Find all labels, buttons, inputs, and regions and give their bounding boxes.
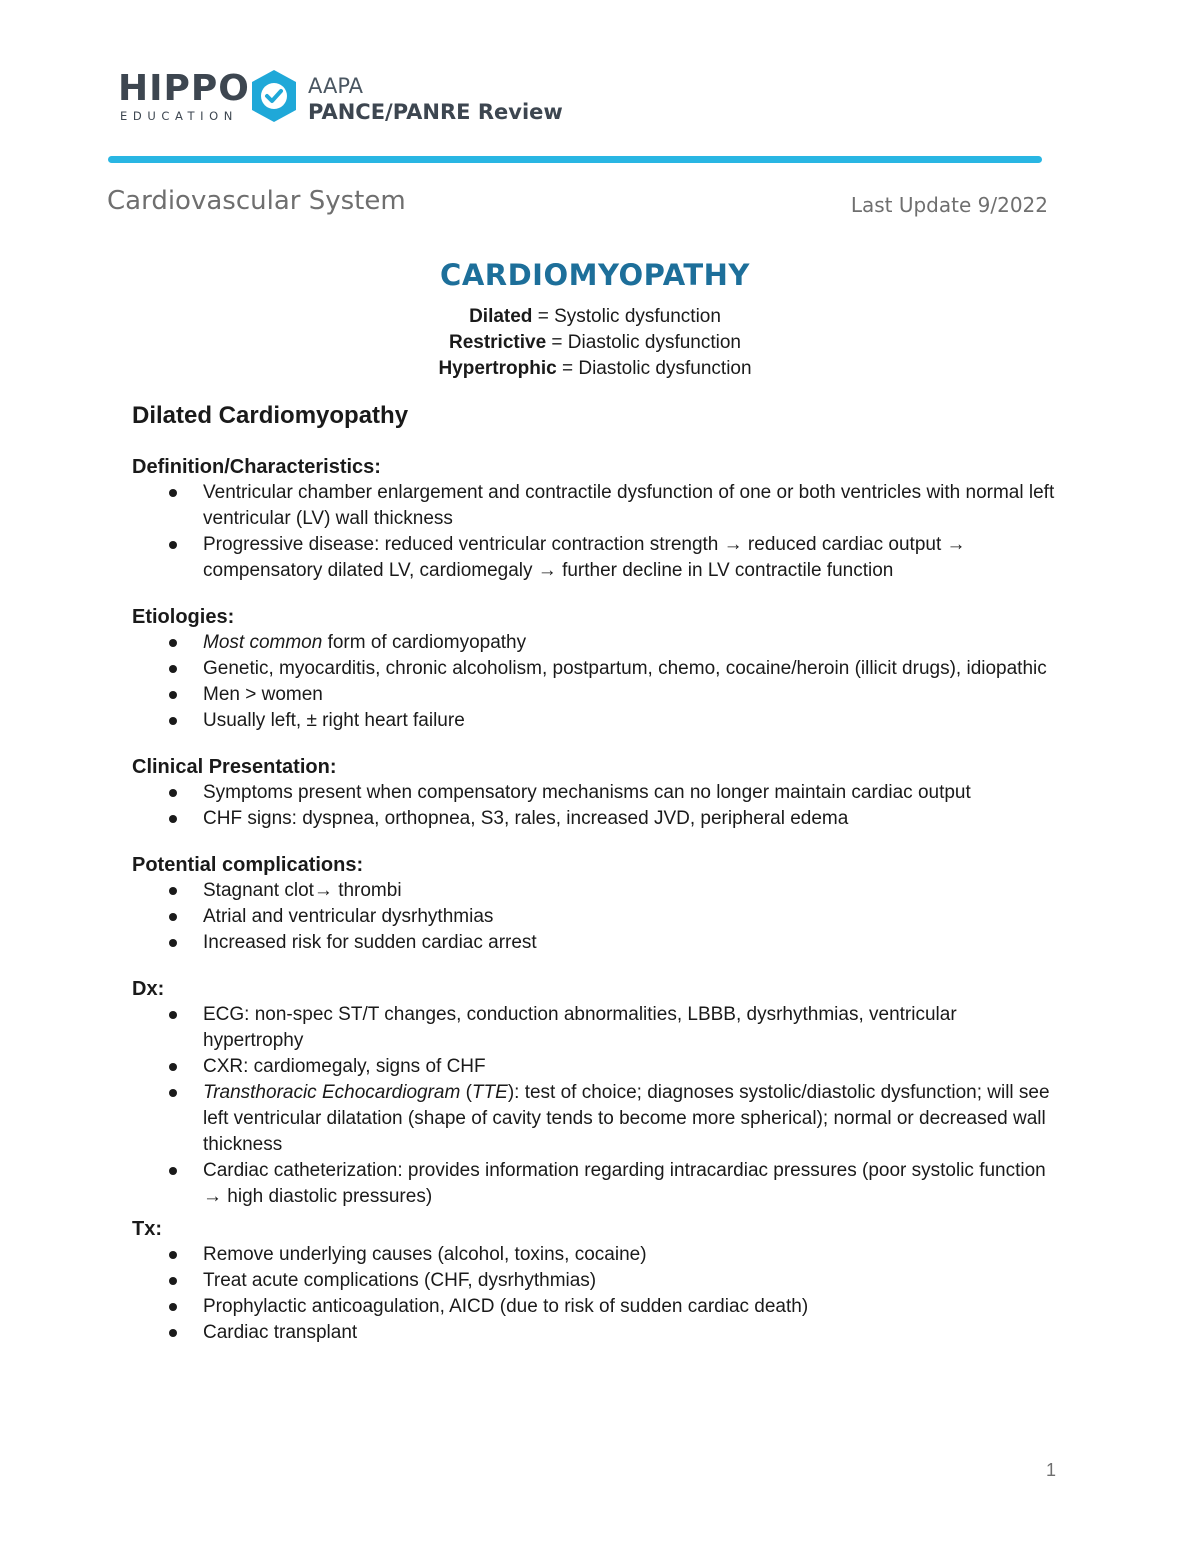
list-item-text: ): test of choice; diagnoses systolic/diastolic dysfunction; will see left ventricular dilatation (shape of cavity tends to become more spherical); normal or decreased wall thickness [203, 1082, 1050, 1155]
list-item-text: Usually left, ± right heart failure [203, 710, 465, 731]
list-item-text: ( [460, 1082, 472, 1103]
list-item-text: Men > women [203, 684, 323, 705]
bullet-icon [169, 639, 177, 647]
list-item [132, 878, 1062, 904]
type-name: Restrictive [448, 332, 547, 353]
list-item [132, 1294, 1062, 1320]
list-item [132, 656, 1062, 682]
list-item [132, 1080, 1062, 1158]
document-body [132, 454, 1062, 1346]
complications-list [132, 878, 1062, 956]
emphasis-text: Most common [203, 632, 323, 653]
bullet-icon [169, 1277, 177, 1285]
list-item-text: Remove underlying causes (alcohol, toxins, cocaine) [203, 1244, 647, 1265]
list-item-text: Progressive disease: reduced ventricular contraction strength → reduced cardiac output → compensatory dilated LV, cardiomegaly → further decline in LV contractile function [203, 534, 966, 581]
list-item-text: Symptoms present when compensatory mechanisms can no longer maintain cardiac output [203, 782, 971, 803]
list-item [132, 1158, 1062, 1210]
type-name: Dilated [469, 306, 533, 327]
logo-review-text: PANCE/PANRE Review [308, 100, 563, 124]
list-item [132, 1268, 1062, 1294]
list-item [132, 780, 1062, 806]
type-line [0, 304, 1190, 330]
emphasis-text: Transthoracic Echocardiogram [203, 1082, 461, 1103]
bullet-icon [169, 541, 177, 549]
list-item-text: Cardiac transplant [203, 1322, 358, 1343]
bullet-icon [169, 489, 177, 497]
list-item [132, 1002, 1062, 1054]
cardiomyopathy-types [0, 304, 1190, 382]
list-item-text: Atrial and ventricular dysrhythmias [203, 906, 494, 927]
list-item-text: Prophylactic anticoagulation, AICD (due to risk of sudden cardiac death) [203, 1296, 809, 1317]
tx-list [132, 1242, 1062, 1346]
clinical-heading: Clinical Presentation: [132, 756, 337, 778]
bullet-icon [169, 691, 177, 699]
list-item-text: Genetic, myocarditis, chronic alcoholism, postpartum, chemo, cocaine/heroin (illicit drugs), idiopathic [203, 658, 1047, 679]
list-item [132, 930, 1062, 956]
bullet-icon [169, 913, 177, 921]
list-item [132, 1054, 1062, 1080]
bullet-icon [169, 665, 177, 673]
type-name: Hypertrophic [438, 358, 557, 379]
definition-list [132, 480, 1062, 584]
bullet-icon [169, 1089, 177, 1097]
clinical-list [132, 780, 1062, 832]
complications-heading: Potential complications: [132, 854, 364, 876]
logo-hippo-text: HIPPO [118, 68, 250, 109]
type-line [0, 330, 1190, 356]
list-item-text: Stagnant clot→ thrombi [203, 880, 402, 901]
list-item [132, 532, 1062, 584]
dx-list [132, 1002, 1062, 1210]
list-item-text: Increased risk for sudden cardiac arrest [203, 932, 537, 953]
list-item [132, 630, 1062, 656]
definition-heading: Definition/Characteristics: [132, 456, 381, 478]
list-item [132, 708, 1062, 734]
last-update: Last Update 9/2022 [850, 193, 1048, 217]
bullet-icon [169, 1011, 177, 1019]
type-line [0, 356, 1190, 382]
etiologies-list [132, 630, 1062, 734]
type-desc: = Diastolic dysfunction [546, 332, 741, 353]
list-item-text: Ventricular chamber enlargement and contractile dysfunction of one or both ventricles with normal left ventricular (LV) wall thickness [203, 482, 1055, 529]
system-title: Cardiovascular System [107, 186, 406, 216]
list-item [132, 1320, 1062, 1346]
bullet-icon [169, 1167, 177, 1175]
list-item [132, 1242, 1062, 1268]
list-item-text: Cardiac catheterization: provides information regarding intracardiac pressures (poor systolic function → high diastolic pressures) [203, 1160, 1046, 1207]
page-number: 1 [1046, 1460, 1057, 1480]
list-item [132, 480, 1062, 532]
header-divider [108, 156, 1042, 163]
section-title: Dilated Cardiomyopathy [132, 402, 409, 429]
checkmark-badge-icon [248, 68, 300, 124]
type-desc: = Diastolic dysfunction [556, 358, 752, 379]
logo-aapa-text: AAPA [308, 74, 364, 98]
dx-heading: Dx: [132, 978, 165, 1000]
bullet-icon [169, 717, 177, 725]
bullet-icon [169, 939, 177, 947]
list-item-text: CXR: cardiomegaly, signs of CHF [203, 1056, 486, 1077]
bullet-icon [169, 1329, 177, 1337]
list-item-text: CHF signs: dyspnea, orthopnea, S3, rales, increased JVD, peripheral edema [203, 808, 849, 829]
list-item-text: ECG: non-spec ST/T changes, conduction abnormalities, LBBB, dysrhythmias, ventricular hypertrophy [203, 1004, 957, 1051]
list-item-text: form of cardiomyopathy [322, 632, 527, 653]
bullet-icon [169, 1251, 177, 1259]
type-desc: = Systolic dysfunction [532, 306, 721, 327]
list-item [132, 904, 1062, 930]
logo-education-text: EDUCATION [120, 109, 239, 123]
list-item [132, 682, 1062, 708]
bullet-icon [169, 789, 177, 797]
emphasis-text: TTE [471, 1082, 508, 1103]
bullet-icon [169, 1063, 177, 1071]
tx-heading: Tx: [132, 1218, 162, 1240]
bullet-icon [169, 887, 177, 895]
page-title: CARDIOMYOPATHY [440, 258, 750, 292]
etiologies-heading: Etiologies: [132, 606, 235, 628]
bullet-icon [169, 1303, 177, 1311]
bullet-icon [169, 815, 177, 823]
list-item-text: Treat acute complications (CHF, dysrhythmias) [203, 1270, 597, 1291]
list-item [132, 806, 1062, 832]
